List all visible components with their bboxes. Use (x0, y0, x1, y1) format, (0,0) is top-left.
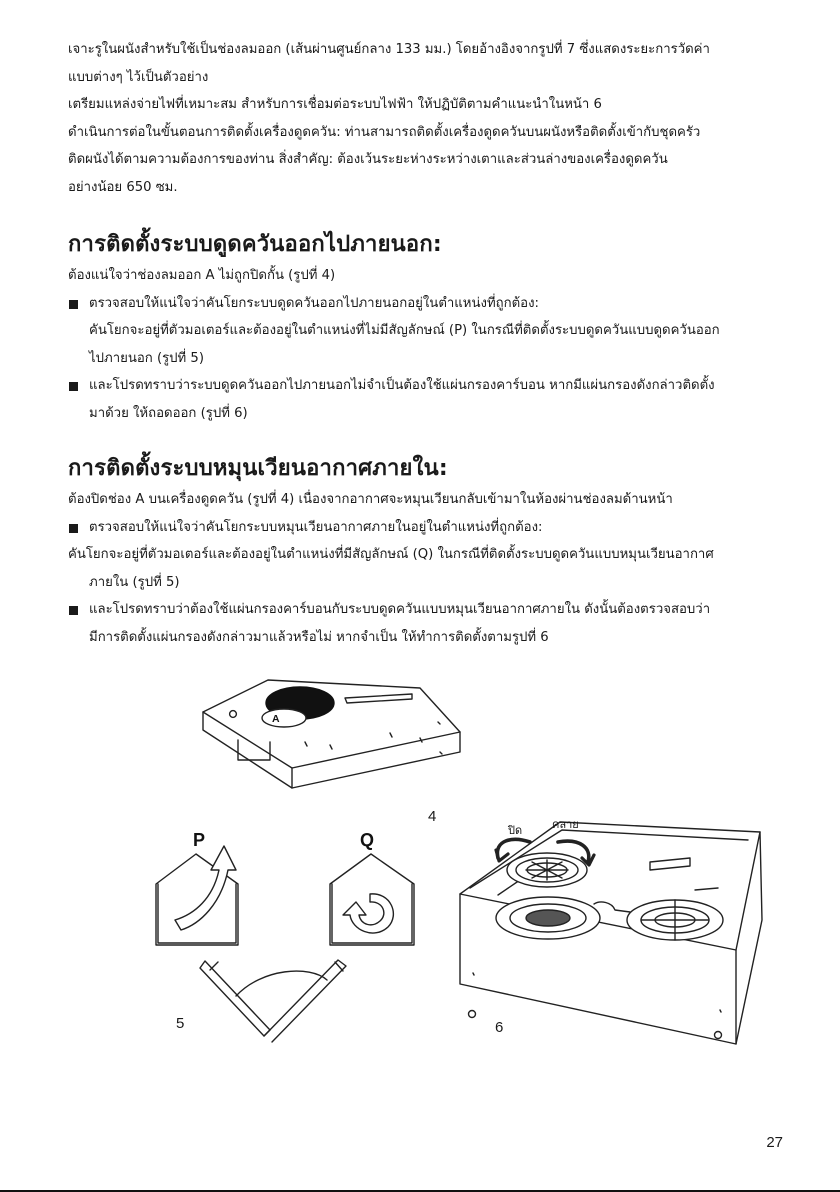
intro-line: เจาะรูในผนังสำหรับใช้เป็นช่องลมออก (เส้นผ่านศูนย์กลาง 133 มม.) โดยอ้างอิงจากรูปที่ 7 ซึ่งแสดงระยะการวัดค่า (68, 42, 710, 57)
paragraph-line: มีการติดตั้งแผ่นกรองดังกล่าวมาแล้วหรือไม่ หากจำเป็น ให้ทำการติดตั้งตามรูปที่ 6 (89, 629, 549, 645)
figure-5-q-house-illustration (330, 854, 414, 945)
figure-5-lever-illustration (200, 960, 346, 1042)
bullet-text: และโปรดทราบว่าต้องใช้แผ่นกรองคาร์บอนกับระบบดูดควันแบบหมุนเวียนอากาศภายใน ดังนั้นต้องตรวจสอบว่า (89, 602, 711, 618)
heading-external-extraction: การติดตั้งระบบดูดควันออกไปภายนอก: (68, 232, 442, 257)
heading-internal-recirculation: การติดตั้งระบบหมุนเวียนอากาศภายใน: (68, 456, 448, 481)
figure-4-number: 4 (428, 808, 437, 825)
figure-4-hood-illustration (203, 680, 460, 788)
paragraph-line: ไปภายนอก (รูปที่ 5) (89, 350, 204, 366)
paragraph-line: ต้องปิดช่อง A บนเครื่องดูดควัน (รูปที่ 4) เนื่องจากอากาศจะหมุนเวียนกลับเข้ามาในห้องผ่านช่องลมด้านหน้า (68, 492, 673, 507)
paragraph-line: คันโยกจะอยู่ที่ตัวมอเตอร์และต้องอยู่ในตำแหน่งที่ไม่มีสัญลักษณ์ (P) ในกรณีที่ติดตั้งระบบดูดควันแบบดูดควันออก (89, 323, 720, 339)
intro-line: แบบต่างๆ ไว้เป็นตัวอย่าง (68, 69, 209, 85)
paragraph-line: ภายใน (รูปที่ 5) (89, 574, 180, 590)
page-number: 27 (766, 1134, 783, 1151)
intro-line: ติดผนังได้ตามความต้องการของท่าน สิ่งสำคัญ: ต้องเว้นระยะห่างระหว่างเตาและส่วนล่างของเครื่องดูดควัน (68, 152, 668, 168)
intro-line: อย่างน้อย 650 ซม. (68, 179, 178, 195)
figure-5-q-symbol: Q (360, 830, 375, 850)
figure-4-marker-a: A (272, 713, 280, 725)
figure-5-p-house-illustration (156, 846, 238, 945)
figure-6-number: 6 (495, 1019, 504, 1036)
figure-5-p-symbol: P (193, 830, 206, 850)
paragraph-line: มาด้วย ให้ถอดออก (รูปที่ 6) (89, 405, 248, 421)
intro-line: ดำเนินการต่อในขั้นตอนการติดตั้งเครื่องดูดควัน: ท่านสามารถติดตั้งเครื่องดูดควันบนผนังหรือติดตั้งเข้ากับชุดครัว (68, 124, 701, 140)
paragraph-line: ต้องแน่ใจว่าช่องลมออก A ไม่ถูกปิดกั้น (รูปที่ 4) (68, 268, 336, 283)
figure-6-filter-illustration (460, 822, 762, 1044)
figure-6-open-label: คลาย (552, 819, 579, 831)
figure-6-close-label: ปิด (508, 825, 523, 837)
paragraph-line: คันโยกจะอยู่ที่ตัวมอเตอร์และต้องอยู่ในตำแหน่งที่มีสัญลักษณ์ (Q) ในกรณีที่ติดตั้งระบบดูดควันแบบหมุนเวียนอากาศ (68, 547, 714, 563)
figure-5-number: 5 (176, 1015, 185, 1032)
intro-line: เตรียมแหล่งจ่ายไฟที่เหมาะสม สำหรับการเชื่อมต่อระบบไฟฟ้า ให้ปฏิบัติตามคำแนะนำในหน้า 6 (68, 97, 602, 113)
bullet-text: ตรวจสอบให้แน่ใจว่าคันโยกระบบหมุนเวียนอากาศภายในอยู่ในตำแหน่งที่ถูกต้อง: (89, 519, 543, 535)
bullet-text: ตรวจสอบให้แน่ใจว่าคันโยกระบบดูดควันออกไปภายนอกอยู่ในตำแหน่งที่ถูกต้อง: (89, 295, 539, 311)
bullet-text: และโปรดทราบว่าระบบดูดควันออกไปภายนอกไม่จำเป็นต้องใช้แผ่นกรองคาร์บอน หากมีแผ่นกรองดังกล่าวติดตั้ง (89, 378, 715, 394)
